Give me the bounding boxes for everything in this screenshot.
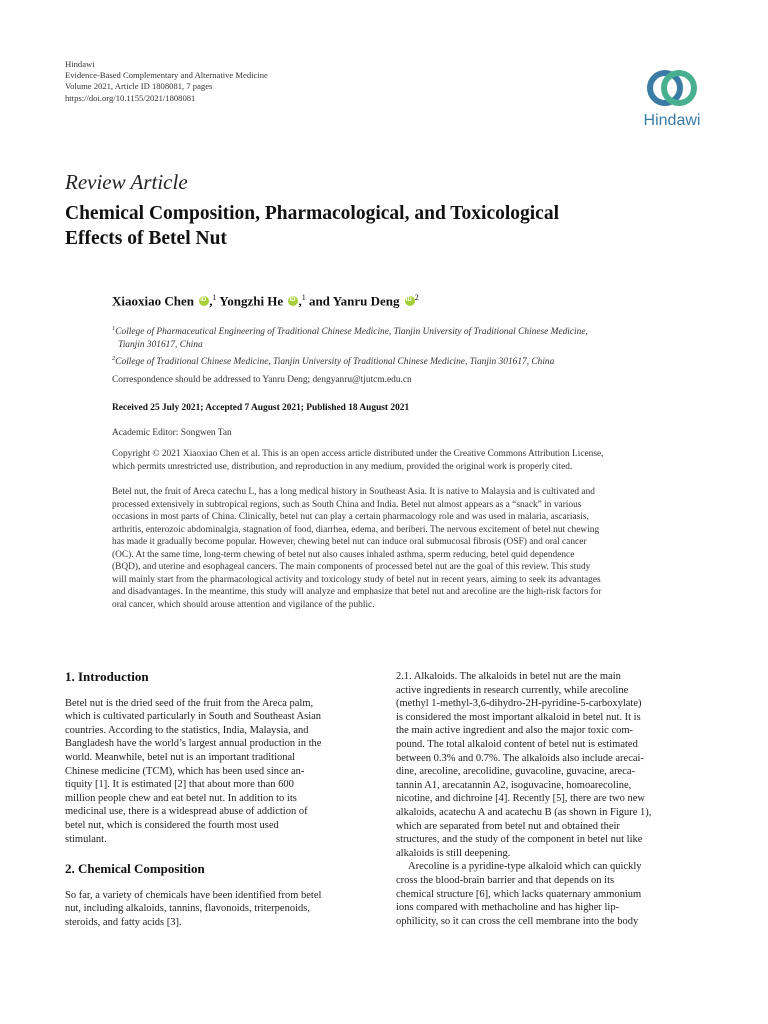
journal-name: Evidence-Based Complementary and Alternative Medicine: [65, 70, 268, 81]
affiliations: [112, 322, 702, 369]
body-line: (methyl 1-methyl-3,6-dihydro-2H-pyridine-5-carboxylate): [396, 698, 642, 710]
author-conjunction: and: [308, 293, 330, 309]
abstract-line: arthritis, enterozoic abdominalgia, stagnation of food, diarrhea, edema, and beriberi. The nervous excitement of betel nut chewing: [112, 524, 600, 535]
author-name[interactable]: Yongzhi He: [219, 293, 284, 309]
body-line: countries. According to the statistics, India, Malaysia, and: [65, 724, 309, 736]
received-dates: Received 25 July 2021; Accepted 7 August 2021; Published 18 August 2021: [112, 403, 410, 413]
body-line: 2.1. Alkaloids. The alkaloids in betel nut are the main: [396, 671, 621, 682]
author-affiliation: 2: [414, 293, 419, 302]
body-line: million people chew and eat betel nut. In addition to its: [65, 792, 297, 804]
body-line: nut, including alkaloids, tannins, flavonoids, triterpenoids,: [65, 903, 310, 915]
body-line: Bangladesh have the world’s largest annual production in the: [65, 738, 322, 750]
abstract-line: oral cancer, which should arouse attention and vigilance of the public.: [112, 599, 375, 610]
body-line: tiquity [1]. It is estimated [2] that about more than 600: [65, 779, 294, 791]
body-line: between 0.3% and 0.7%. The alkaloids also include arecai-: [396, 752, 644, 764]
body-line: tannin A1, arecatannin A2, isoguvacine, homoarecoline,: [396, 779, 632, 791]
abstract-line: occasions in most parts of China. Clinically, betel nut can play a certain pharmacology role and was used in malaria, ascariasis,: [112, 512, 589, 522]
body-line: chemical structure [6], which lacks quaternary ammonium: [396, 888, 642, 900]
author-list: [112, 293, 419, 309]
body-line: Arecoline is a pyridine-type alkaloid which can quickly: [408, 861, 642, 873]
logo-wordmark: Hindawi: [643, 112, 701, 129]
publisher-name: Hindawi: [65, 59, 95, 69]
body-line: medicinal use, there is a widespread abuse of addiction of: [65, 806, 308, 818]
copyright-notice: [112, 448, 707, 473]
author-separator: ,: [298, 293, 302, 309]
affiliation-2: [112, 352, 702, 369]
academic-editor: Academic Editor: Songwen Tan: [112, 428, 232, 438]
title-line: Effects of Betel Nut: [65, 227, 227, 249]
orcid-icon[interactable]: [405, 296, 415, 306]
abstract-line: has made it gradually become popular. However, chewing betel nut can induce oral submucosal fibrosis (OSF) and oral cancer: [112, 537, 587, 547]
body-line: structures, and the study of the component in betel nut like: [396, 834, 643, 846]
body-line: which are separated from betel nut and obtained their: [396, 820, 620, 832]
affiliation-1-cont: Tianjin 301617, China: [118, 340, 203, 351]
body-line: So far, a variety of chemicals have been identified from betel: [65, 889, 322, 901]
body-line: world. Meanwhile, betel nut is an important traditional: [65, 751, 296, 763]
body-line: is considered the most important alkaloid in betel nut. It is: [396, 711, 641, 723]
body-line: alkaloids is still deepening.: [396, 847, 511, 859]
abstract-line: will mainly start from the pharmacological activity and toxicology study of betel nut in recent years, aiming to seek its advantages: [112, 574, 601, 585]
copyright-line: Copyright © 2021 Xiaoxiao Chen et al. This is an open access article distributed under the Creative Commons Attribution License,: [112, 449, 604, 459]
left-column: [65, 670, 373, 930]
affiliation-text: College of Traditional Chinese Medicine, Tianjin University of Traditional Chinese Medicine, Tianjin 301617, China: [115, 357, 555, 368]
section-heading-chemical-composition: 2. Chemical Composition: [65, 861, 205, 877]
body-line: stimulant.: [65, 833, 107, 845]
affiliation-1: [112, 322, 702, 339]
author-affiliation: 1: [301, 293, 306, 302]
body-line: which is cultivated particularly in South and Southeast Asian: [65, 711, 322, 723]
copyright-line: which permits unrestricted use, distribution, and reproduction in any medium, provided the original work is properly cited.: [112, 461, 573, 472]
author-separator: ,: [209, 293, 213, 309]
orcid-icon[interactable]: [288, 296, 298, 306]
body-line: Chinese medicine (TCM), which has been used since an-: [65, 765, 305, 777]
author-name[interactable]: Xiaoxiao Chen: [112, 293, 194, 309]
article-title: [65, 202, 705, 251]
body-line: cross the blood-brain barrier and that depends on its: [396, 874, 615, 886]
body-line: alkaloids, acatechu A and acatechu B (as shown in Figure 1),: [396, 806, 652, 818]
doi-link[interactable]: https://doi.org/10.1155/2021/1808081: [65, 92, 196, 103]
affiliation-number: 2: [112, 355, 116, 363]
body-line: pound. The total alkaloid content of betel nut is estimated: [396, 738, 638, 750]
abstract-line: (BQD), and uterine and esophageal cancers. The main components of processed betel nut are the goal of this review. This study: [112, 562, 591, 572]
body-line: ophilicity, so it can cross the cell membrane into the body: [396, 915, 639, 927]
body-line: ions compared with methacholine and has higher lip-: [396, 902, 620, 914]
section-heading-introduction: 1. Introduction: [65, 669, 149, 684]
right-column: [396, 670, 708, 928]
body-line: active ingredients in research currently, while arecoline: [396, 684, 629, 696]
abstract-line: Betel nut, the fruit of Areca catechu L, has a long medical history in Southeast Asia. It is native to Malaysia and is cultivated and: [112, 487, 595, 497]
abstract-line: and disadvantages. In the meantime, this study will analyze and emphasize that betel nut and arecoline are the high-risk factors for: [112, 587, 602, 597]
orcid-icon[interactable]: [199, 296, 209, 306]
body-line: steroids, and fatty acids [3].: [65, 916, 182, 928]
abstract-line: (OC). At the same time, long-term chewing of betel nut also causes inhaled asthma, sperm reducing, betel quid dependence: [112, 549, 575, 560]
correspondence: Correspondence should be addressed to Yanru Deng; dengyanru@tjutcm.edu.cn: [112, 375, 412, 385]
title-line: Chemical Composition, Pharmacological, and Toxicological: [65, 203, 560, 224]
journal-header: [65, 59, 268, 104]
body-line: the main active ingredient and also the major toxic com-: [396, 725, 634, 737]
affiliation-number: 1: [112, 325, 116, 332]
author-affiliation: 1: [212, 293, 217, 302]
abstract: [112, 486, 707, 611]
article-type: Review Article: [65, 170, 188, 194]
body-line: dine, arecoline, arecolidine, guvacoline, guvacine, areca-: [396, 766, 636, 778]
body-line: betel nut, which is considered the fourth most used: [65, 819, 279, 831]
body-line: Betel nut is the dried seed of the fruit from the Areca palm,: [65, 697, 314, 709]
author-name[interactable]: Yanru Deng: [332, 293, 400, 309]
body-line: nicotine, and dichroine [4]. Recently [5], there are two new: [396, 793, 645, 805]
abstract-line: processed extensively in subtropical regions, such as South China and India. Betel nut almost appears as a “snack” in various: [112, 499, 582, 510]
volume-info: Volume 2021, Article ID 1808081, 7 pages: [65, 81, 213, 92]
affiliation-text: College of Pharmaceutical Engineering of Traditional Chinese Medicine, Tianjin University of Traditional Chinese Medicine,: [115, 327, 588, 338]
